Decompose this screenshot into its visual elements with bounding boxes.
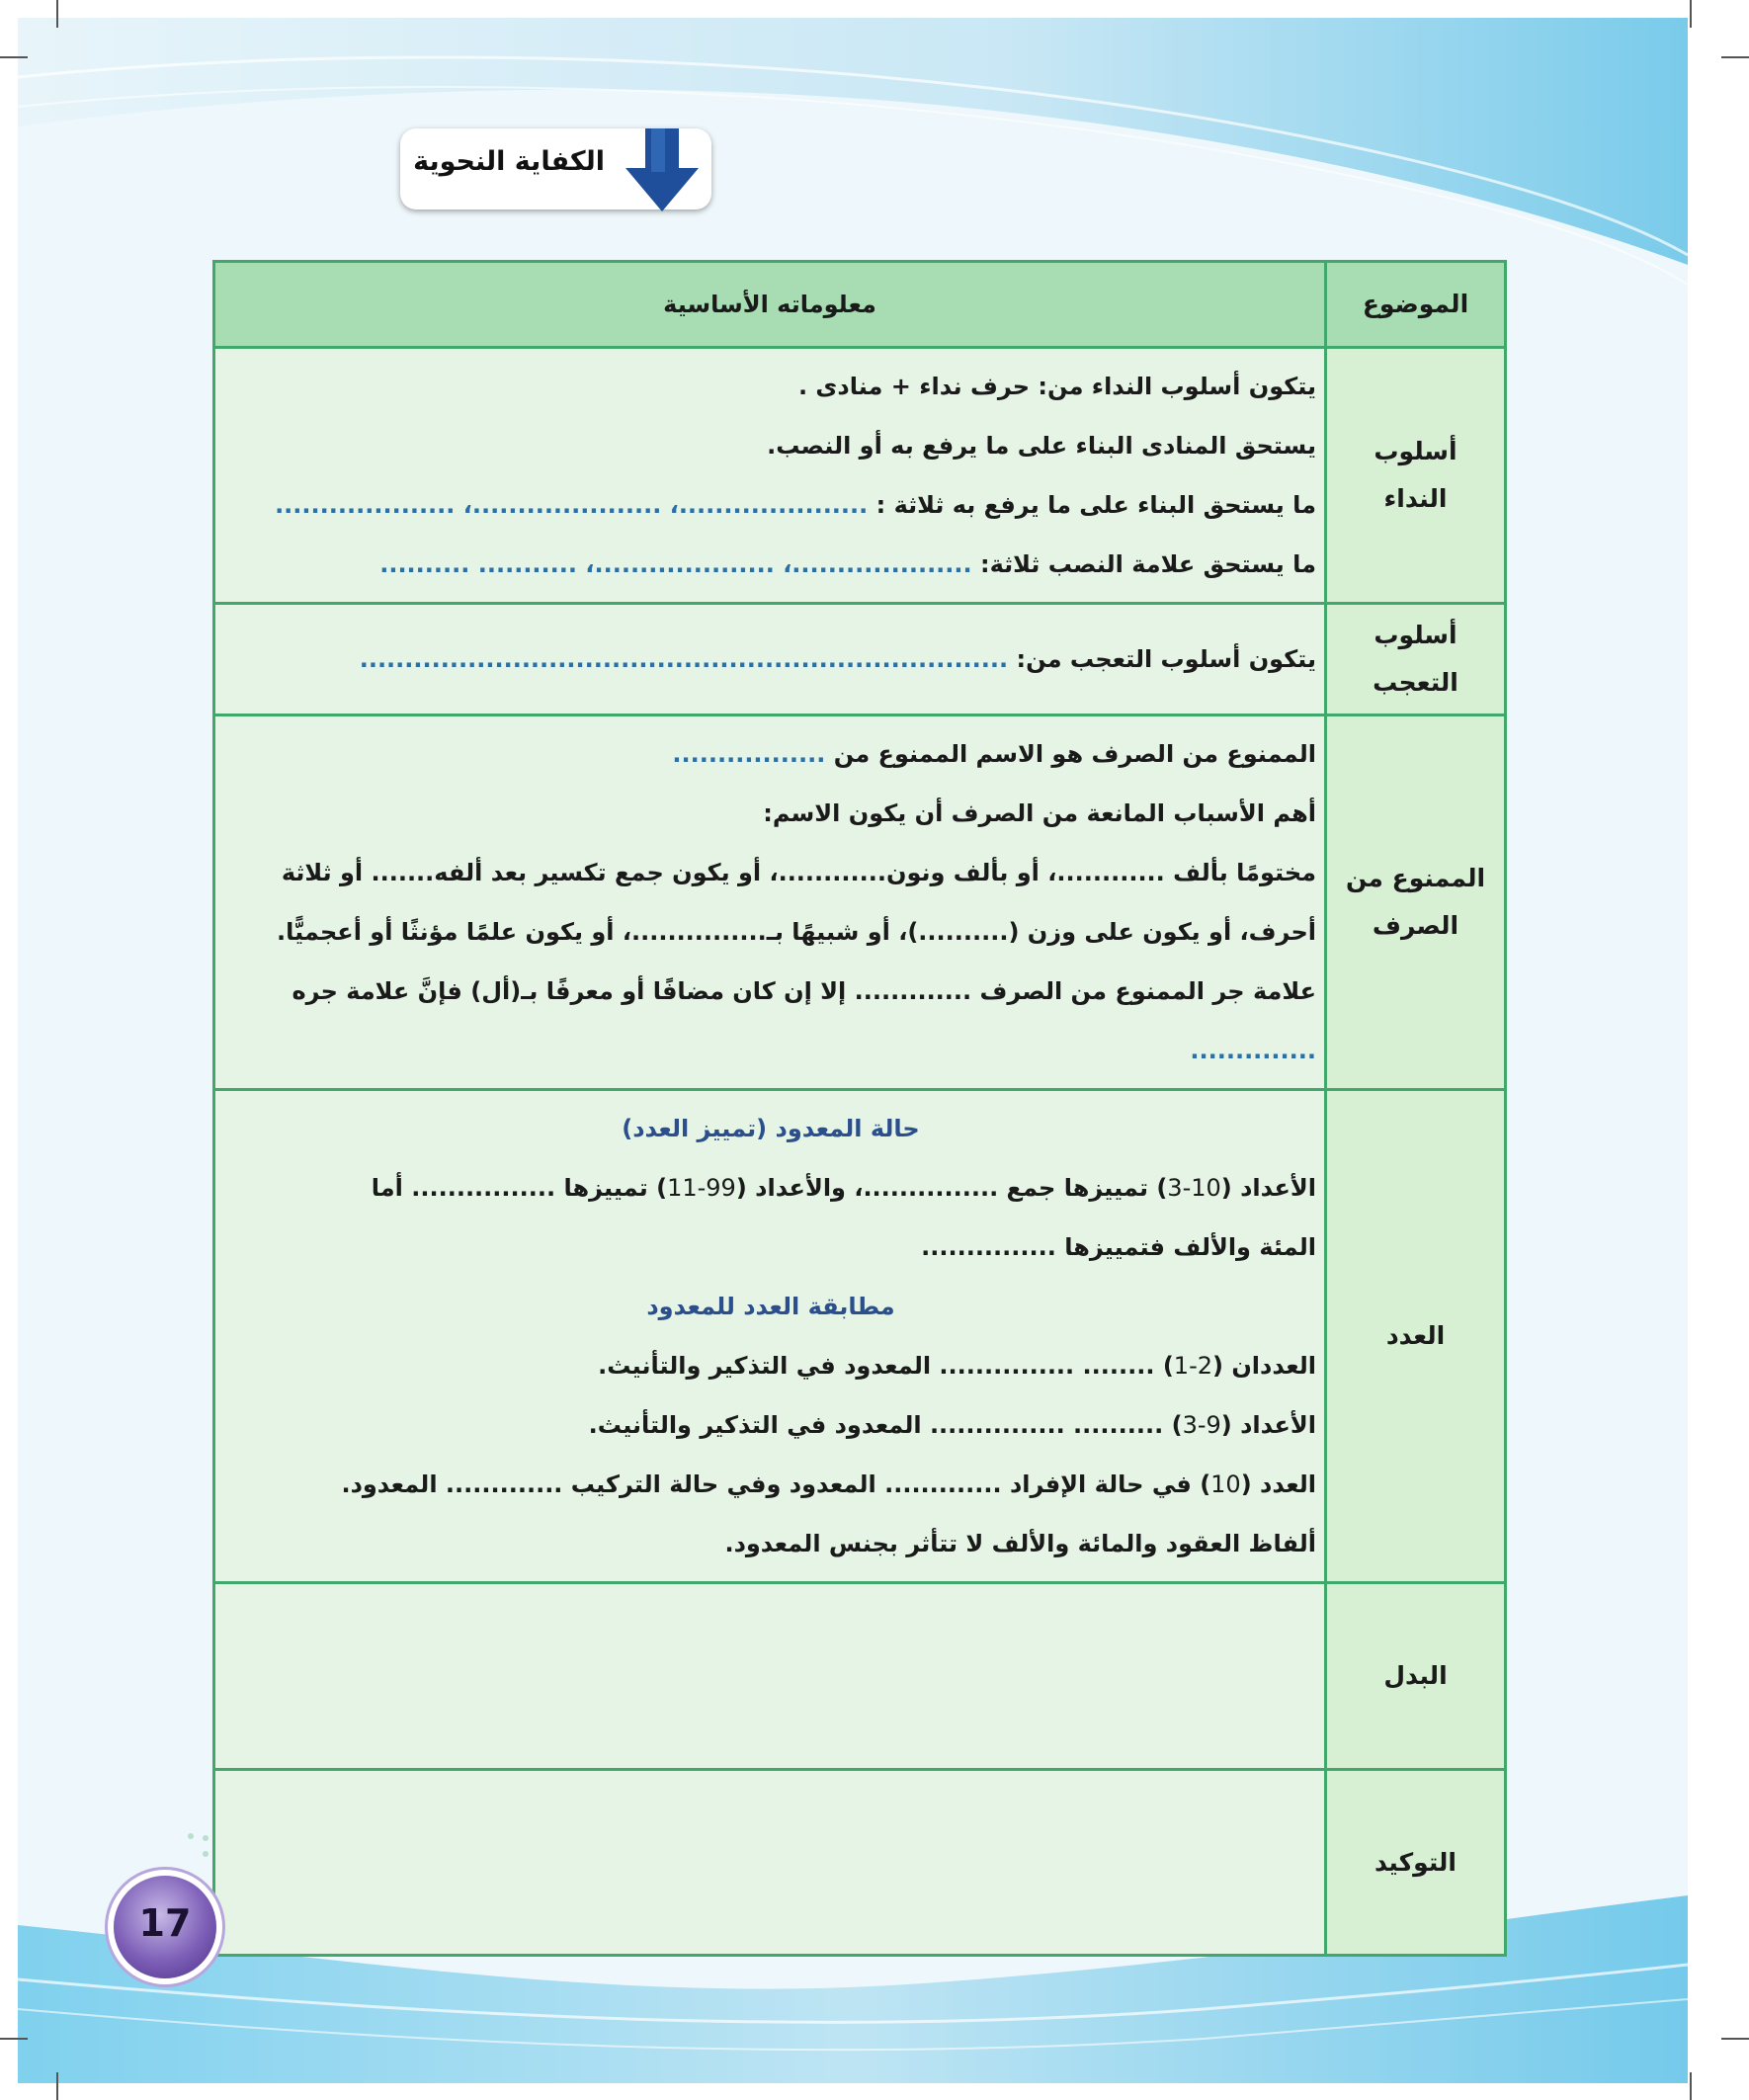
text-line: علامة جر الممنوع من الصرف ............. إلا إن كان مضافًا أو معرفًا بـ(أل) فإنَّ علامة جره <box>292 977 1316 1005</box>
page-number-badge <box>114 1876 216 1978</box>
text-line: الأعداد (3-9) .......... ............... المعدود في التذكير والتأنيث. <box>588 1411 1316 1439</box>
topic-nida: أسلوب النداء <box>1326 348 1506 604</box>
table-header-row <box>214 262 1506 348</box>
info-nida <box>214 348 1326 604</box>
subsection-title: حالة المعدود (تمييز العدد) <box>622 1115 920 1142</box>
header-info: معلوماته الأساسية <box>214 262 1326 348</box>
text-line: العدد (10) في حالة الإفراد ............. المعدود وفي حالة التركيب ............. المعدود. <box>341 1470 1316 1498</box>
text-line: يتكون أسلوب النداء من: حرف نداء + منادى . <box>797 373 1316 400</box>
text-line: المئة والألف فتمييزها ............... <box>921 1233 1316 1261</box>
crop-mark <box>1690 2072 1692 2100</box>
crop-mark <box>1721 2038 1749 2040</box>
text-line: ألفاظ العقود والمائة والألف لا تتأثر بجنس المعدود. <box>724 1530 1316 1557</box>
topic-mamnu: الممنوع من الصرف <box>1326 715 1506 1090</box>
text-line: أهم الأسباب المانعة من الصرف أن يكون الاسم: <box>763 799 1316 827</box>
text-line: ما يستحق علامة النصب ثلاثة: ....................، ....................، ........... .......... <box>379 550 1316 578</box>
crop-mark <box>56 2072 58 2100</box>
crop-mark <box>1721 56 1749 58</box>
table-row <box>214 1583 1506 1770</box>
page-number: 17 <box>138 1901 192 1945</box>
info-badal-empty <box>214 1583 1326 1770</box>
section-header-tab <box>400 128 711 210</box>
info-adad <box>214 1090 1326 1583</box>
info-tawkid-empty <box>214 1770 1326 1956</box>
grammar-table <box>212 260 1507 1957</box>
header-topic: الموضوع <box>1326 262 1506 348</box>
table-row <box>214 1090 1506 1583</box>
table-row <box>214 1770 1506 1956</box>
table-row <box>214 604 1506 715</box>
topic-tawkid: التوكيد <box>1326 1770 1506 1956</box>
text-line: .............. <box>1190 1037 1316 1064</box>
text-line: يتكون أسلوب التعجب من: ........................................................................ <box>359 645 1316 673</box>
info-taajub <box>214 604 1326 715</box>
text-line: يستحق المنادى البناء على ما يرفع به أو النصب. <box>767 432 1316 460</box>
text-line: أحرف، أو يكون على وزن (..........)، أو شبيهًا بـ...............، أو يكون علمًا مؤنثًا أو أعجميًّا. <box>276 918 1316 946</box>
info-mamnu <box>214 715 1326 1090</box>
text-line: الممنوع من الصرف هو الاسم الممنوع من ................. <box>672 740 1316 768</box>
crop-mark <box>56 0 58 28</box>
down-arrow-icon <box>618 128 707 215</box>
text-line: العددان (1-2) ........ ............... المعدود في التذكير والتأنيث. <box>598 1352 1316 1380</box>
text-line: ما يستحق البناء على ما يرفع به ثلاثة : .....................، .....................، .................... <box>275 491 1316 519</box>
topic-badal: البدل <box>1326 1583 1506 1770</box>
crop-mark <box>0 56 28 58</box>
topic-taajub: أسلوب التعجب <box>1326 604 1506 715</box>
table-row <box>214 715 1506 1090</box>
section-title: الكفاية النحوية <box>413 146 605 177</box>
text-line: مختومًا بألف ............، أو بألف ونون............، أو يكون جمع تكسير بعد ألفه....... أو ثلاثة <box>281 859 1316 886</box>
subsection-title: مطابقة العدد للمعدود <box>646 1293 895 1320</box>
crop-mark <box>0 2038 28 2040</box>
table-row <box>214 348 1506 604</box>
topic-adad: العدد <box>1326 1090 1506 1583</box>
crop-mark <box>1690 0 1692 28</box>
text-line: الأعداد (3-10) تمييزها جمع ...............، والأعداد (11-99) تمييزها ................ أما <box>371 1174 1316 1202</box>
